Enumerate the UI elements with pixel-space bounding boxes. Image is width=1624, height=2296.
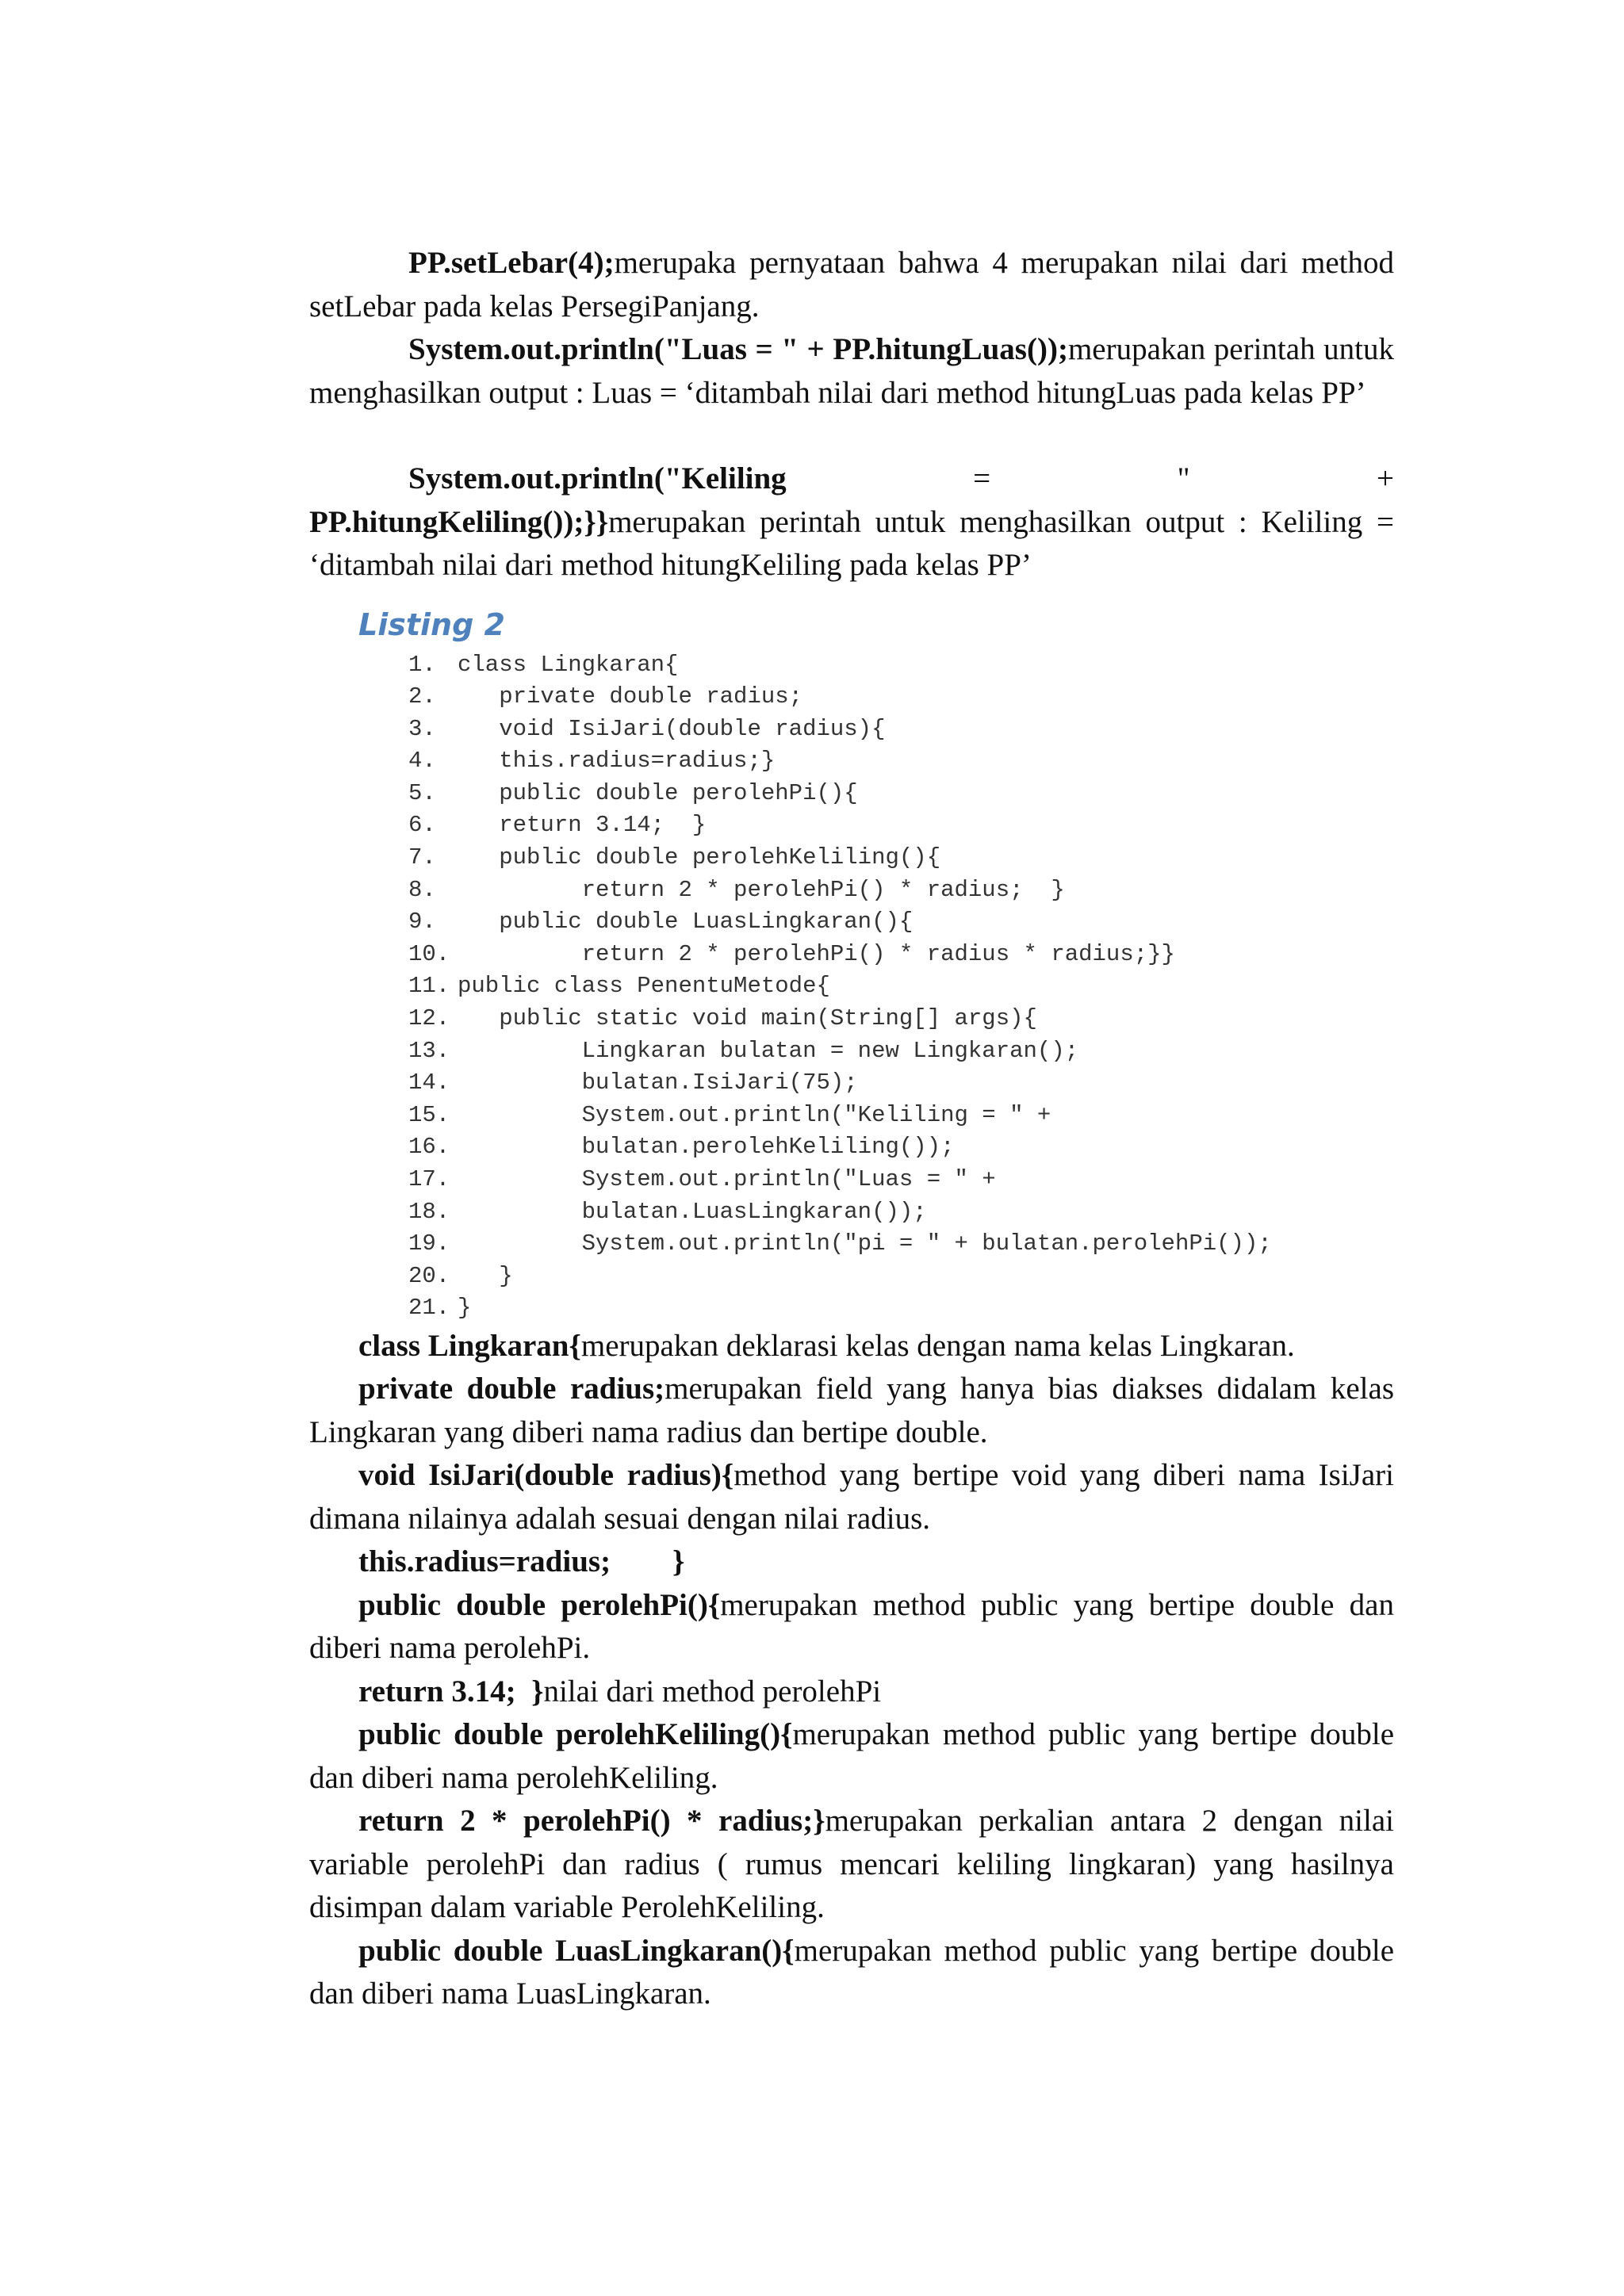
code-line bbox=[408, 1292, 1394, 1325]
code-line bbox=[408, 778, 1394, 810]
line-number: 3. bbox=[408, 715, 436, 742]
explanation-paragraph bbox=[309, 1584, 1394, 1670]
code-term: return 3.14; } bbox=[358, 1674, 544, 1709]
code-term: private double radius; bbox=[358, 1372, 665, 1406]
line-number: 4. bbox=[408, 748, 436, 775]
code-line bbox=[408, 842, 1394, 874]
explanation-paragraph bbox=[309, 1325, 1394, 1368]
explanation-text: merupakan method public yang bertipe double dan diberi nama perolehPi. bbox=[309, 1587, 1394, 1666]
code-text: void IsiJari(double radius){ bbox=[458, 715, 886, 742]
code-text: System.out.println("Keliling = " + bbox=[458, 1101, 1051, 1128]
code-line bbox=[408, 1131, 1394, 1164]
code-text: return 3.14; } bbox=[458, 812, 707, 839]
code-line bbox=[408, 1196, 1394, 1229]
explanation-list bbox=[309, 1325, 1394, 2016]
line-number: 6. bbox=[408, 812, 436, 839]
document-page bbox=[309, 242, 1394, 2016]
explanation-text: merupakan method public yang bertipe double dan diberi nama perolehKeliling. bbox=[309, 1717, 1394, 1795]
code-term: class Lingkaran{ bbox=[358, 1328, 581, 1363]
code-term: this.radius=radius; } bbox=[358, 1544, 685, 1579]
code-text: } bbox=[458, 1295, 472, 1322]
line-number: 1. bbox=[408, 651, 436, 678]
code-term: public double LuasLingkaran(){ bbox=[358, 1933, 795, 1968]
code-term: PP.hitungKeliling());}} bbox=[309, 504, 609, 539]
code-line bbox=[408, 1035, 1394, 1068]
code-line bbox=[408, 745, 1394, 778]
code-term: public double perolehKeliling(){ bbox=[358, 1717, 793, 1752]
explanation-paragraph bbox=[309, 1454, 1394, 1540]
explanation-paragraph bbox=[309, 1930, 1394, 2016]
code-text: bulatan.LuasLingkaran()); bbox=[458, 1198, 927, 1225]
code-term: void IsiJari(double radius){ bbox=[358, 1458, 734, 1493]
code-line bbox=[408, 1067, 1394, 1100]
code-term: public double perolehPi(){ bbox=[358, 1587, 721, 1622]
code-line bbox=[408, 939, 1394, 971]
listing-title: Listing 2 bbox=[358, 607, 505, 642]
code-text: this.radius=radius;} bbox=[458, 748, 776, 775]
code-line bbox=[408, 1164, 1394, 1196]
paragraph-text: merupakan perintah untuk menghasilkan output : Luas = ‘ditambah nilai dari method hitungLuas pada kelas PP’ bbox=[309, 332, 1395, 410]
paragraph-print-keliling bbox=[309, 457, 1394, 587]
line-number: 12. bbox=[408, 1005, 450, 1032]
code-line bbox=[408, 1100, 1394, 1132]
code-text: private double radius; bbox=[458, 683, 803, 710]
line-number: 21. bbox=[408, 1295, 450, 1322]
spread-line bbox=[309, 457, 1394, 501]
code-text: } bbox=[458, 1262, 513, 1289]
code-line bbox=[408, 1003, 1394, 1035]
explanation-text: merupakan field yang hanya bias diakses didalam kelas Lingkaran yang diberi nama radius dan bertipe double. bbox=[309, 1372, 1395, 1449]
paragraph-print-luas bbox=[309, 328, 1394, 415]
code-line bbox=[408, 1261, 1394, 1293]
code-term: = bbox=[973, 461, 991, 496]
code-text: return 2 * perolehPi() * radius; } bbox=[458, 876, 1065, 903]
code-text: bulatan.IsiJari(75); bbox=[458, 1070, 858, 1096]
line-number: 15. bbox=[408, 1101, 450, 1128]
line-number: 17. bbox=[408, 1166, 450, 1192]
explanation-text: merupakan deklarasi kelas dengan nama kelas Lingkaran. bbox=[580, 1328, 1295, 1363]
code-text: public double LuasLingkaran(){ bbox=[458, 909, 914, 936]
explanation-paragraph bbox=[309, 1368, 1394, 1454]
explanation-text: merupakan perkalian antara 2 dengan nilai variable perolehPi dan radius ( rumus mencari keliling lingkaran) yang hasilnya disimpan dalam variable PerolehKeliling. bbox=[309, 1804, 1394, 1925]
code-term: PP.setLebar(4); bbox=[408, 246, 615, 280]
code-term: + bbox=[1376, 461, 1394, 496]
code-line bbox=[408, 906, 1394, 939]
code-line bbox=[408, 809, 1394, 842]
line-number: 2. bbox=[408, 683, 436, 710]
explanation-text: nilai dari method perolehPi bbox=[543, 1674, 882, 1709]
code-text: public class PenentuMetode{ bbox=[458, 973, 830, 1000]
code-line bbox=[408, 681, 1394, 714]
line-number: 18. bbox=[408, 1198, 450, 1225]
explanation-text: merupakan method public yang bertipe double dan diberi nama LuasLingkaran. bbox=[309, 1933, 1395, 2011]
code-text: Lingkaran bulatan = new Lingkaran(); bbox=[458, 1037, 1079, 1064]
code-line bbox=[408, 970, 1394, 1003]
code-term: " bbox=[1177, 461, 1190, 496]
code-text: bulatan.perolehKeliling()); bbox=[458, 1134, 955, 1161]
line-number: 20. bbox=[408, 1262, 450, 1289]
line-number: 8. bbox=[408, 876, 436, 903]
code-term: System.out.println("Keliling bbox=[408, 461, 787, 496]
code-line bbox=[408, 714, 1394, 746]
code-line bbox=[408, 1228, 1394, 1261]
line-number: 14. bbox=[408, 1070, 450, 1096]
line-number: 10. bbox=[408, 940, 450, 967]
explanation-text: method yang bertipe void yang diberi nama IsiJari dimana nilainya adalah sesuai dengan nilai radius. bbox=[309, 1458, 1394, 1536]
code-text: class Lingkaran{ bbox=[458, 651, 679, 678]
code-line bbox=[408, 874, 1394, 907]
line-number: 16. bbox=[408, 1134, 450, 1161]
code-line bbox=[408, 649, 1394, 682]
code-term: return 2 * perolehPi() * radius;} bbox=[358, 1804, 825, 1839]
code-text: public double perolehKeliling(){ bbox=[458, 844, 941, 871]
code-text: System.out.println("pi = " + bulatan.perolehPi()); bbox=[458, 1230, 1272, 1257]
blank-line bbox=[309, 415, 1394, 457]
code-listing bbox=[408, 649, 1394, 1325]
paragraph-text: merupakan perintah untuk menghasilkan output : Keliling = ‘ditambah nilai dari method hitungKeliling pada kelas PP’ bbox=[309, 504, 1394, 582]
code-text: return 2 * perolehPi() * radius * radius;}} bbox=[458, 940, 1175, 967]
line-number: 9. bbox=[408, 909, 436, 936]
line-number: 5. bbox=[408, 779, 436, 806]
paragraph-setlebar bbox=[309, 242, 1394, 328]
code-text: public static void main(String[] args){ bbox=[458, 1005, 1037, 1032]
code-term: System.out.println("Luas = " + bbox=[408, 332, 833, 366]
line-number: 19. bbox=[408, 1230, 450, 1257]
code-term: PP.hitungLuas()); bbox=[833, 332, 1068, 366]
explanation-paragraph bbox=[309, 1540, 1394, 1584]
explanation-paragraph bbox=[309, 1713, 1394, 1800]
explanation-paragraph bbox=[309, 1670, 1394, 1714]
explanation-paragraph bbox=[309, 1800, 1394, 1930]
line-number: 13. bbox=[408, 1037, 450, 1064]
code-text: public double perolehPi(){ bbox=[458, 779, 858, 806]
paragraph-text: merupaka pernyataan bahwa 4 merupakan nilai dari method setLebar pada kelas PersegiPanjang. bbox=[309, 246, 1394, 323]
paragraph-continued bbox=[309, 501, 1394, 587]
code-text: System.out.println("Luas = " + bbox=[458, 1166, 996, 1192]
line-number: 11. bbox=[408, 973, 450, 1000]
line-number: 7. bbox=[408, 844, 436, 871]
